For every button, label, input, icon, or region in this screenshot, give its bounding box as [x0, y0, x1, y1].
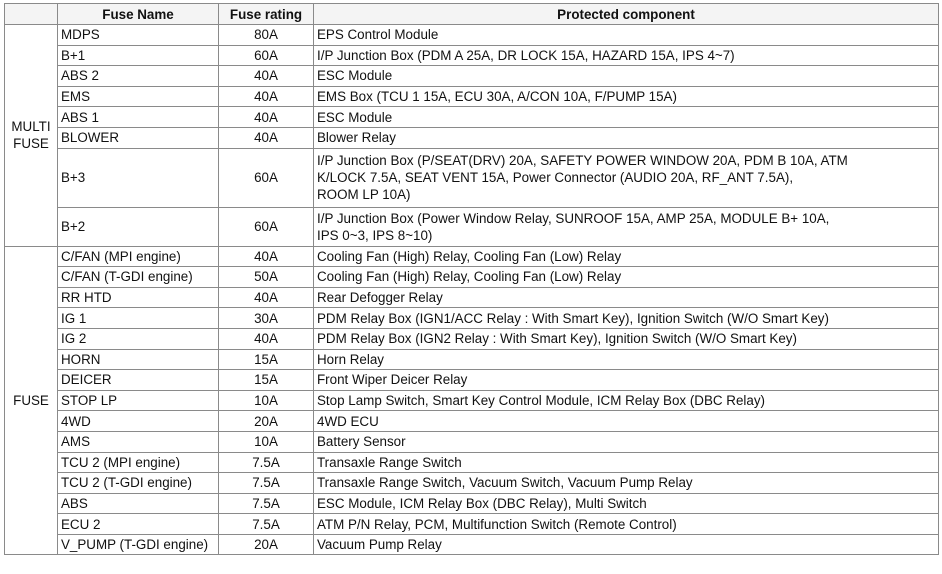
fuse-name-cell: ECU 2: [58, 514, 219, 535]
fuse-rating-cell: 30A: [219, 308, 314, 329]
table-row: [5, 308, 939, 329]
table-row: [5, 207, 939, 246]
table-row: [5, 411, 939, 432]
group-label-line: FUSE: [13, 136, 49, 152]
group-label-fuse: [5, 246, 58, 555]
fuse-rating-cell: 10A: [219, 390, 314, 411]
fuse-rating-cell: 7.5A: [219, 514, 314, 535]
protected-component-cell: EPS Control Module: [314, 25, 939, 46]
component-line: IPS 0~3, IPS 8~10): [317, 227, 433, 243]
table-row: [5, 431, 939, 452]
fuse-rating-cell: 50A: [219, 267, 314, 288]
fuse-rating-cell: 7.5A: [219, 473, 314, 494]
fuse-name-cell: B+1: [58, 45, 219, 66]
fuse-rating-cell: 60A: [219, 207, 314, 246]
component-line: I/P Junction Box (P/SEAT(DRV) 20A, SAFETY POWER WINDOW 20A, PDM B 10A, ATM: [317, 153, 848, 169]
protected-component-cell: Horn Relay: [314, 349, 939, 370]
table-row: [5, 493, 939, 514]
protected-component-cell: Stop Lamp Switch, Smart Key Control Module, ICM Relay Box (DBC Relay): [314, 390, 939, 411]
protected-component-cell: Cooling Fan (High) Relay, Cooling Fan (Low) Relay: [314, 246, 939, 267]
table-row: [5, 267, 939, 288]
protected-component-cell: Transaxle Range Switch, Vacuum Switch, Vacuum Pump Relay: [314, 473, 939, 494]
fuse-rating-cell: 10A: [219, 431, 314, 452]
table-row: [5, 534, 939, 555]
header-protected-component: Protected component: [314, 4, 939, 25]
table-row: [5, 287, 939, 308]
table-row: [5, 45, 939, 66]
protected-component-cell: [314, 148, 939, 207]
fuse-rating-cell: 40A: [219, 127, 314, 148]
fuse-name-cell: B+2: [58, 207, 219, 246]
fuse-rating-cell: 40A: [219, 246, 314, 267]
fuse-name-cell: C/FAN (MPI engine): [58, 246, 219, 267]
protected-component-cell: PDM Relay Box (IGN1/ACC Relay : With Smart Key), Ignition Switch (W/O Smart Key): [314, 308, 939, 329]
header-group: [5, 4, 58, 25]
protected-component-cell: 4WD ECU: [314, 411, 939, 432]
table-row: [5, 370, 939, 391]
fuse-name-cell: ABS 1: [58, 107, 219, 128]
fuse-name-cell: ABS 2: [58, 66, 219, 87]
table-row: [5, 66, 939, 87]
fuse-name-cell: TCU 2 (T-GDI engine): [58, 473, 219, 494]
component-line: I/P Junction Box (Power Window Relay, SUNROOF 15A, AMP 25A, MODULE B+ 10A,: [317, 210, 830, 226]
protected-component-cell: Blower Relay: [314, 127, 939, 148]
fuse-name-cell: IG 1: [58, 308, 219, 329]
fuse-name-cell: 4WD: [58, 411, 219, 432]
protected-component-cell: ESC Module: [314, 66, 939, 87]
fuse-rating-cell: 7.5A: [219, 493, 314, 514]
protected-component-cell: EMS Box (TCU 1 15A, ECU 30A, A/CON 10A, F/PUMP 15A): [314, 86, 939, 107]
fuse-rating-cell: 15A: [219, 370, 314, 391]
group-label-multi-fuse: [5, 25, 58, 247]
protected-component-cell: Front Wiper Deicer Relay: [314, 370, 939, 391]
fuse-name-cell: B+3: [58, 148, 219, 207]
fuse-rating-cell: 60A: [219, 148, 314, 207]
component-line: ROOM LP 10A): [317, 187, 411, 203]
fuse-name-cell: HORN: [58, 349, 219, 370]
group-label-line: FUSE: [13, 393, 49, 409]
table-row: [5, 328, 939, 349]
protected-component-cell: Vacuum Pump Relay: [314, 534, 939, 555]
fuse-name-cell: DEICER: [58, 370, 219, 391]
component-line: K/LOCK 7.5A, SEAT VENT 15A, Power Connector (AUDIO 20A, RF_ANT 7.5A),: [317, 170, 794, 186]
fuse-rating-cell: 20A: [219, 411, 314, 432]
table-row: [5, 473, 939, 494]
header-fuse-name: Fuse Name: [58, 4, 219, 25]
protected-component-cell: I/P Junction Box (PDM A 25A, DR LOCK 15A, HAZARD 15A, IPS 4~7): [314, 45, 939, 66]
table-body: [5, 25, 939, 555]
table-row: [5, 148, 939, 207]
fuse-name-cell: ABS: [58, 493, 219, 514]
fuse-name-cell: MDPS: [58, 25, 219, 46]
fuse-table: [4, 3, 939, 555]
fuse-name-cell: BLOWER: [58, 127, 219, 148]
fuse-rating-cell: 80A: [219, 25, 314, 46]
table-row: [5, 514, 939, 535]
table-row: [5, 127, 939, 148]
table-row: [5, 107, 939, 128]
fuse-name-cell: EMS: [58, 86, 219, 107]
table-row: [5, 452, 939, 473]
table-row: [5, 349, 939, 370]
protected-component-cell: ATM P/N Relay, PCM, Multifunction Switch (Remote Control): [314, 514, 939, 535]
fuse-rating-cell: 20A: [219, 534, 314, 555]
protected-component-cell: Cooling Fan (High) Relay, Cooling Fan (Low) Relay: [314, 267, 939, 288]
protected-component-cell: Transaxle Range Switch: [314, 452, 939, 473]
protected-component-cell: ESC Module: [314, 107, 939, 128]
table-row: [5, 25, 939, 46]
fuse-name-cell: C/FAN (T-GDI engine): [58, 267, 219, 288]
fuse-rating-cell: 15A: [219, 349, 314, 370]
fuse-name-cell: STOP LP: [58, 390, 219, 411]
fuse-rating-cell: 40A: [219, 107, 314, 128]
fuse-rating-cell: 7.5A: [219, 452, 314, 473]
header-row: [5, 4, 939, 25]
protected-component-cell: ESC Module, ICM Relay Box (DBC Relay), Multi Switch: [314, 493, 939, 514]
fuse-name-cell: IG 2: [58, 328, 219, 349]
fuse-rating-cell: 40A: [219, 328, 314, 349]
fuse-rating-cell: 40A: [219, 66, 314, 87]
protected-component-cell: Rear Defogger Relay: [314, 287, 939, 308]
protected-component-cell: [314, 207, 939, 246]
table-row: [5, 390, 939, 411]
table-row: [5, 246, 939, 267]
protected-component-cell: Battery Sensor: [314, 431, 939, 452]
group-label-line: MULTI: [11, 119, 51, 135]
fuse-rating-cell: 40A: [219, 86, 314, 107]
table-header: [5, 4, 939, 25]
protected-component-cell: PDM Relay Box (IGN2 Relay : With Smart Key), Ignition Switch (W/O Smart Key): [314, 328, 939, 349]
fuse-name-cell: RR HTD: [58, 287, 219, 308]
fuse-name-cell: AMS: [58, 431, 219, 452]
fuse-name-cell: TCU 2 (MPI engine): [58, 452, 219, 473]
fuse-rating-cell: 60A: [219, 45, 314, 66]
table-row: [5, 86, 939, 107]
header-fuse-rating: Fuse rating: [219, 4, 314, 25]
fuse-name-cell: V_PUMP (T-GDI engine): [58, 534, 219, 555]
fuse-rating-cell: 40A: [219, 287, 314, 308]
